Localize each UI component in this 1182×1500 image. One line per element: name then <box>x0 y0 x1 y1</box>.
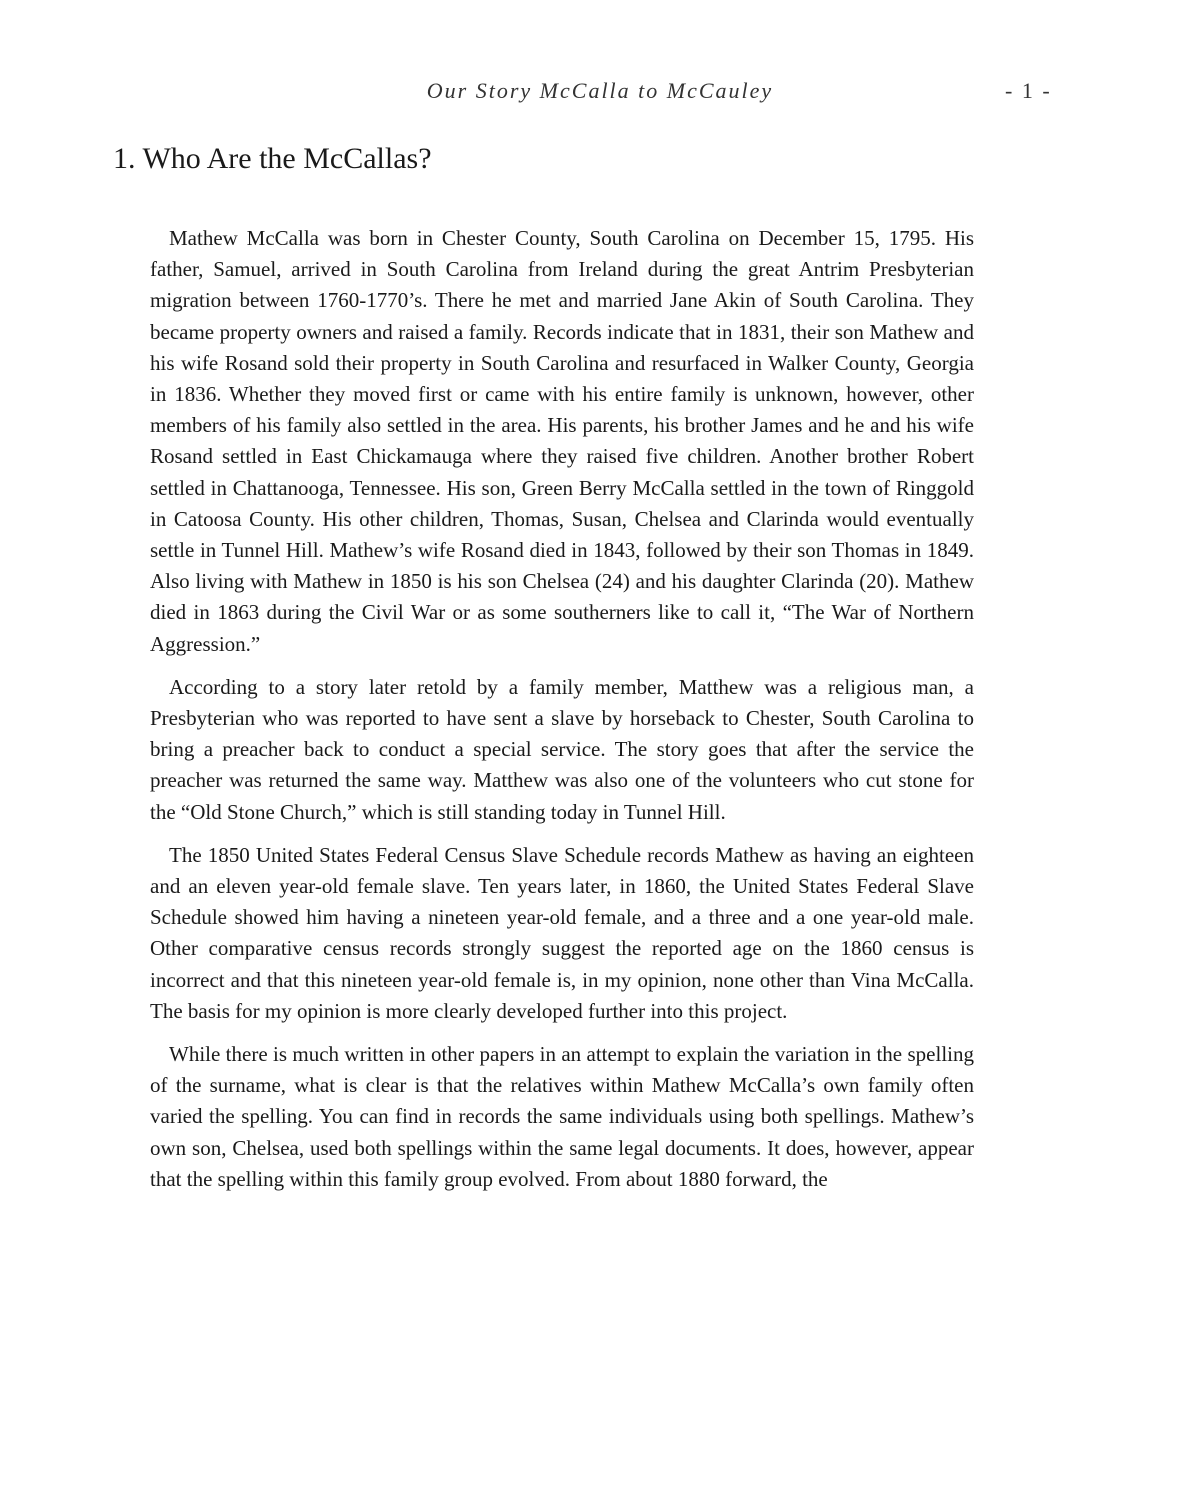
paragraph-3: The 1850 United States Federal Census Slave Schedule records Mathew as having an eighteen and an eleven year-old female slave. Ten years later, in 1860, the United States Federal Slave Schedule showed him having a nineteen year-old female, and a three and a one year-old male. Other comparative census records strongly suggest the reported age on the 1860 census is incorrect and that this nineteen year-old female is, in my opinion, none other than Vina McCalla. The basis for my opinion is more clearly developed further into this project. <box>150 842 974 1023</box>
body-text <box>150 223 974 1207</box>
paragraph-2: According to a story later retold by a family member, Matthew was a religious man, a Presbyterian who was reported to have sent a slave by horseback to Chester, South Carolina to bring a preacher back to conduct a special service. The story goes that after the service the preacher was returned the same way. Matthew was also one of the volunteers who cut stone for the “Old Stone Church,” which is still standing today in Tunnel Hill. <box>150 674 974 824</box>
running-title: Our Story McCalla to McCauley <box>426 78 774 103</box>
paragraph-1: Mathew McCalla was born in Chester County, South Carolina on December 15, 1795. His father, Samuel, arrived in South Carolina from Ireland during the great Antrim Presbyterian migration between 1760-1770’s. There he met and married Jane Akin of South Carolina. They became property owners and raised a family. Records indicate that in 1831, their son Mathew and his wife Rosand sold their property in South Carolina and resurfaced in Walker County, Georgia in 1836. Whether they moved first or came with his entire family is unknown, however, other members of his family also settled in the area. His parents, his brother James and he and his wife Rosand settled in East Chickamauga where they raised five children. Another brother Robert settled in Chattanooga, Tennessee. His son, Green Berry McCalla settled in the town of Ringgold in Catoosa County. His other children, Thomas, Susan, Chelsea and Clarinda would eventually settle in Tunnel Hill. Mathew’s wife Rosand died in 1843, followed by their son Thomas in 1849. Also living with Mathew in 1850 is his son Chelsea (24) and his daughter Clarinda (20). Mathew died in 1863 during the Civil War or as some southerners like to call it, “The War of Northern Aggression.” <box>150 226 974 656</box>
page-number: - 1 - <box>1005 78 1052 103</box>
running-header <box>0 78 1182 110</box>
paragraph-4: While there is much written in other papers in an attempt to explain the variation in the spelling of the surname, what is clear is that the relatives within Mathew McCalla’s own family often varied the spelling. You can find in records the same individuals using both spellings. Mathew’s own son, Chelsea, used both spellings within the same legal documents. It does, however, appear that the spelling within this family group evolved. From about 1880 forward, the <box>150 1042 974 1191</box>
chapter-heading: 1. Who Are the McCallas? <box>113 142 432 175</box>
